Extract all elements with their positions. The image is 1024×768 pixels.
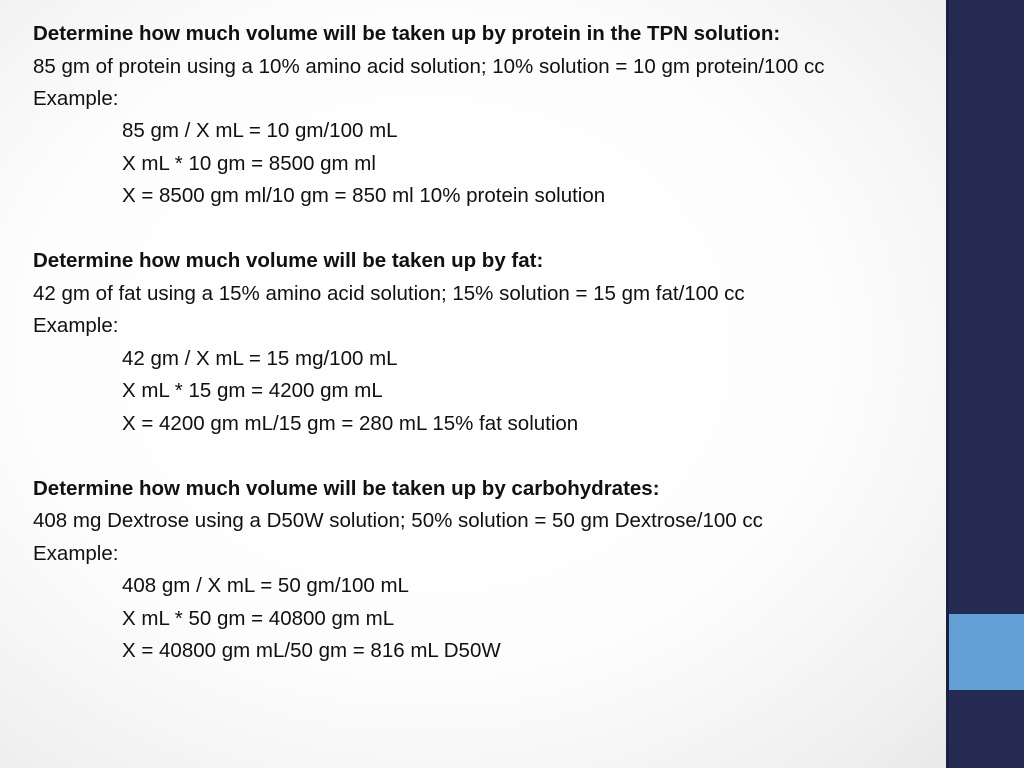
section-protein: [33, 18, 933, 213]
section-carbohydrates: [33, 473, 933, 668]
example-label: Example:: [33, 541, 119, 565]
section-fat: [33, 245, 933, 440]
section-heading: Determine how much volume will be taken up by protein in the TPN solution:: [33, 22, 781, 45]
calculation-step: 85 gm / X mL = 10 gm/100 mL: [122, 119, 398, 142]
section-heading: Determine how much volume will be taken up by carbohydrates:: [33, 476, 660, 500]
section-spacer: [33, 213, 933, 246]
sidebar-accent-block: [949, 614, 1024, 690]
slide-content: [33, 18, 933, 668]
section-description: 85 gm of protein using a 10% amino acid solution; 10% solution = 10 gm protein/100 cc: [33, 54, 825, 78]
calculation-step: 42 gm / X mL = 15 mg/100 mL: [122, 346, 398, 370]
section-spacer: [33, 440, 933, 473]
section-heading: Determine how much volume will be taken up by fat:: [33, 249, 544, 272]
example-label: Example:: [33, 314, 119, 337]
calculation-step: X mL * 15 gm = 4200 gm mL: [122, 379, 383, 402]
section-description: 408 mg Dextrose using a D50W solution; 50% solution = 50 gm Dextrose/100 cc: [33, 509, 763, 532]
calculation-step: 408 gm / X mL = 50 gm/100 mL: [122, 574, 409, 597]
calculation-step: X = 8500 gm ml/10 gm = 850 ml 10% protein solution: [122, 184, 606, 207]
section-description: 42 gm of fat using a 15% amino acid solution; 15% solution = 15 gm fat/100 cc: [33, 281, 745, 305]
example-label: Example:: [33, 86, 119, 110]
calculation-step: X mL * 10 gm = 8500 gm ml: [122, 151, 376, 175]
calculation-step: X = 4200 gm mL/15 gm = 280 mL 15% fat solution: [122, 411, 579, 435]
calculation-step: X mL * 50 gm = 40800 gm mL: [122, 606, 395, 630]
calculation-step: X = 40800 gm mL/50 gm = 816 mL D50W: [122, 639, 501, 662]
